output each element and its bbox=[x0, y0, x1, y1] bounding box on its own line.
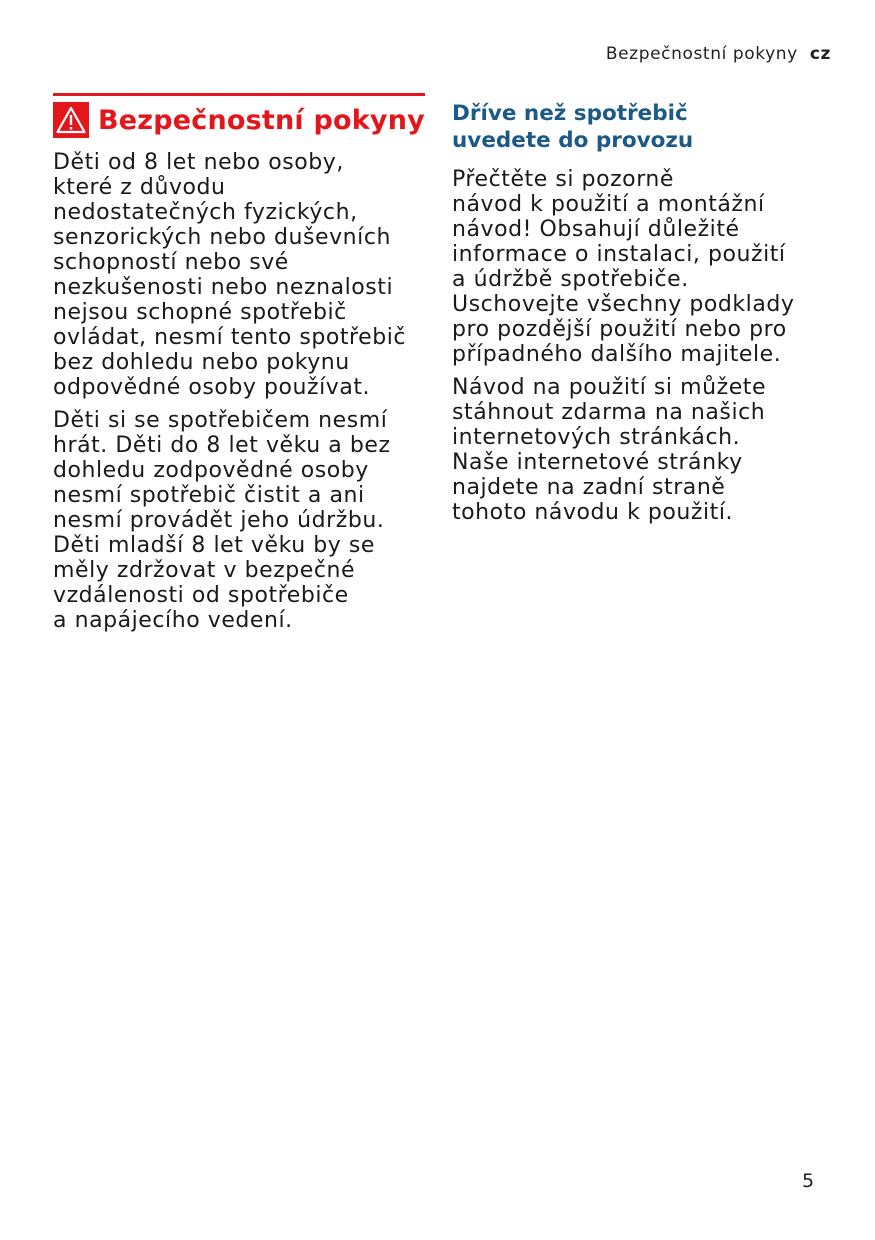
before-use-paragraph-1: Přečtěte si pozorně návod k použití a montážní návod! Obsahují důležité informace o instalaci, použití a údržbě spotřebiče. Uschovejte všechny podklady pro pozdější použití nebo pro případného dalšího majitele. bbox=[452, 167, 795, 367]
safety-column bbox=[53, 93, 425, 641]
header-section-title: Bezpečnostní pokyny bbox=[605, 44, 798, 64]
safety-paragraph-1: Děti od 8 let nebo osoby, které z důvodu nedostatečných fyzických, senzorických nebo duševních schopností nebo své nezkušenosti nebo neznalosti nejsou schopné spotřebič ovládat, nesmí tento spotřebič bez dohledu nebo pokynu odpovědné osoby používat. bbox=[53, 150, 407, 400]
running-header bbox=[606, 44, 831, 64]
before-use-column bbox=[452, 100, 832, 533]
page-number: 5 bbox=[802, 1170, 815, 1192]
before-use-title: Dříve než spotřebič uvedete do provozu bbox=[452, 101, 694, 153]
safety-paragraph-2: Děti si se spotřebičem nesmí hrát. Děti do 8 let věku a bez dohledu zodpovědné osoby nesmí spotřebič čistit a ani nesmí provádět jeho údržbu. Děti mladší 8 let věku by se měly zdržovat v bezpečné vzdálenosti od spotřebiče a napájecího vedení. bbox=[53, 408, 391, 633]
before-use-paragraph-2: Návod na použití si můžete stáhnout zdarma na našich internetových stránkách. Naše internetové stránky najdete na zadní straně tohoto návodu k použití. bbox=[452, 375, 767, 525]
language-code: cz bbox=[809, 44, 831, 64]
warning-triangle-icon bbox=[53, 102, 89, 138]
safety-title: Bezpečnostní pokyny bbox=[98, 104, 425, 136]
safety-heading bbox=[53, 93, 425, 138]
